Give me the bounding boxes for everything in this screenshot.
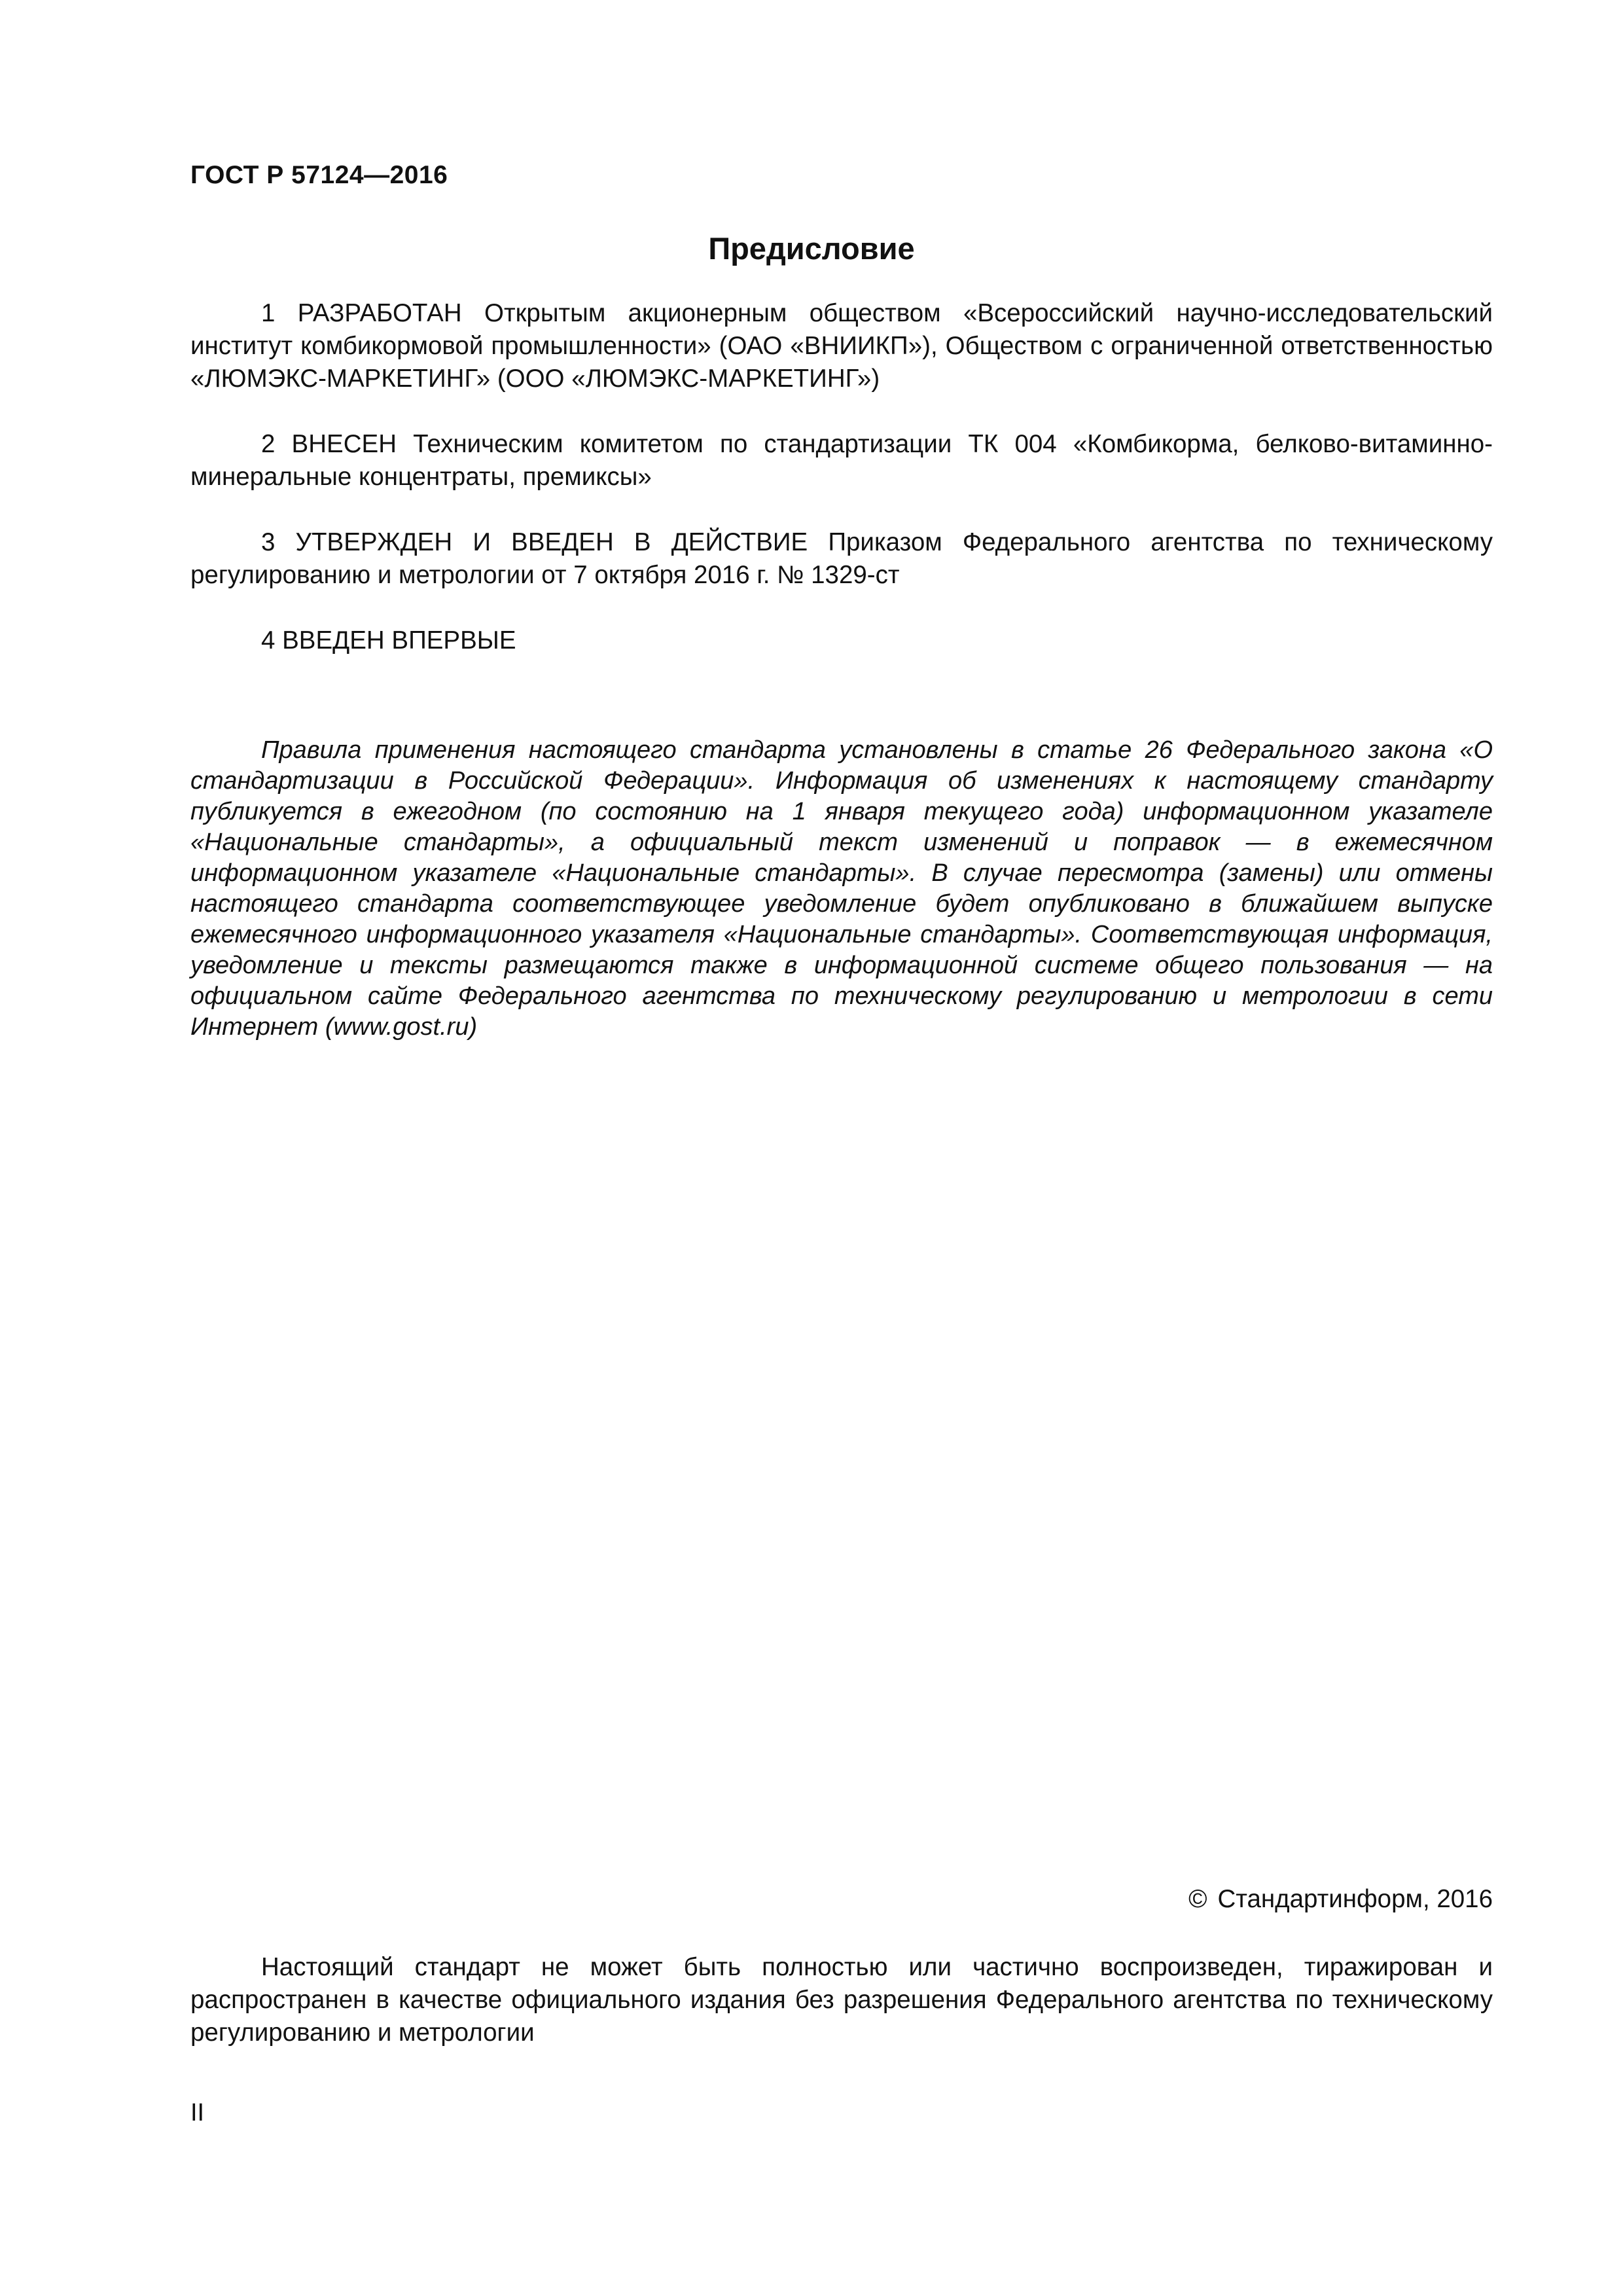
reproduction-notice-text: Настоящий стандарт не может быть полностью или частично воспроизведен, тиражирован и распространен в качестве официального издания без разрешения Федерального агентства по техническому регулированию и метрологии bbox=[190, 1953, 1493, 2047]
foreword-item-submitted: 2 ВНЕСЕН Техническим комитетом по стандартизации ТК 004 «Комбикорма, белково-витаминно-минеральные концентраты, премиксы» bbox=[190, 430, 1493, 491]
document-code: ГОСТ Р 57124—2016 bbox=[190, 161, 448, 189]
foreword-item-approved: 3 УТВЕРЖДЕН И ВВЕДЕН В ДЕЙСТВИЕ Приказом Федерального агентства по техническому регулированию и метрологии от 7 октября 2016 г. № 1329-ст bbox=[190, 528, 1493, 589]
copyright-icon: © bbox=[1188, 1885, 1207, 1913]
page-number: II bbox=[190, 2099, 205, 2126]
application-rules-text: Правила применения настоящего стандарта установлены в статье 26 Федерального закона «О стандартизации в Российской Федерации». Информация об изменениях к настоящему стандарту публикуется в ежегодном (по состоянию на 1 января текущего года) информационном указателе «Национальные стандарты», а официальный текст изменений и поправок — в ежемесячном информационном указателе «Национальные стандарты». В случае пересмотра (замены) или отмены настоящего стандарта соответствующее уведомление будет опубликовано в ближайшем выпуске ежемесячного информационного указателя «Национальные стандарты». Соответствующая информация, уведомление и тексты размещаются также в информационной системе общего пользования — на официальном сайте Федерального агентства по техническому регулированию и метрологии в сети Интернет (www.gost.ru) bbox=[190, 736, 1493, 1041]
copyright-text: Стандартинформ, 2016 bbox=[1217, 1885, 1493, 1913]
section-title: Предисловие bbox=[708, 231, 915, 266]
application-rules-notice bbox=[190, 735, 1493, 1043]
foreword-item-developed: 1 РАЗРАБОТАН Открытым акционерным обществом «Всероссийский научно-исследовательский институт комбикормовой промышленности» (ОАО «ВНИИКП»), Обществом с ограниченной ответственностью «ЛЮМЭКС-МАРКЕТИНГ» (ООО «ЛЮМЭКС-МАРКЕТИНГ») bbox=[190, 299, 1493, 393]
foreword-items bbox=[190, 297, 1493, 657]
copyright-line bbox=[190, 1883, 1493, 1916]
foreword-item-introduced: 4 ВВЕДЕН ВПЕРВЫЕ bbox=[261, 626, 516, 655]
reproduction-notice bbox=[190, 1951, 1493, 2049]
